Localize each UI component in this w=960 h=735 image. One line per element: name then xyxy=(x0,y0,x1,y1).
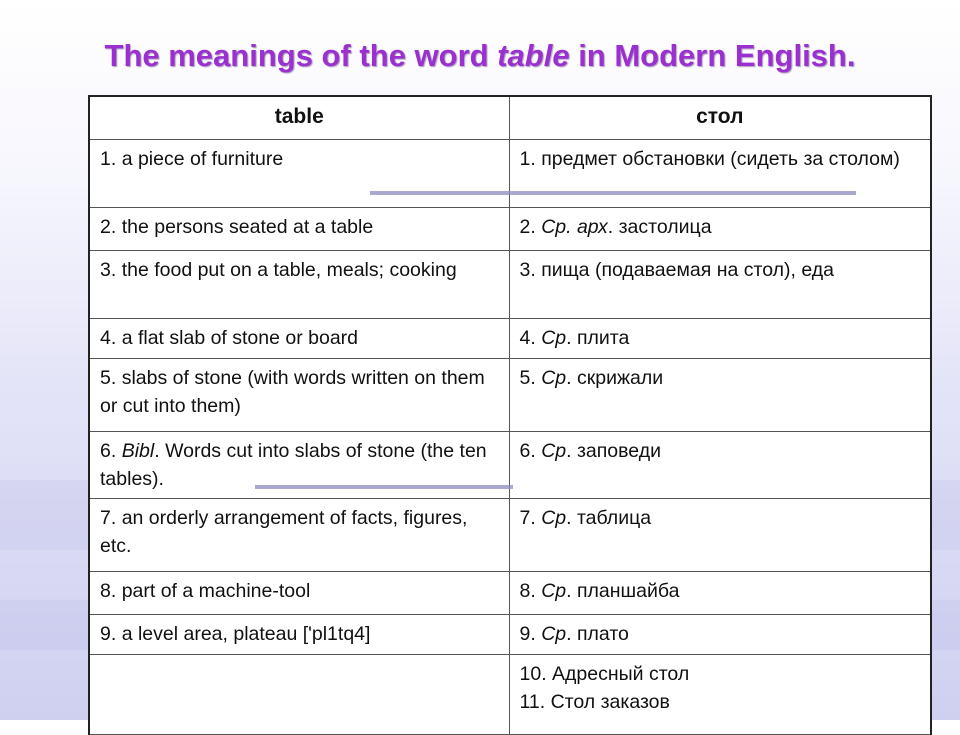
abbreviation: Ср xyxy=(541,327,567,349)
meaning-text: . таблица xyxy=(566,507,652,529)
abbreviation: Ср xyxy=(541,507,567,529)
russian-meaning-cell xyxy=(509,432,931,499)
table-row xyxy=(89,572,931,615)
meaning-number: 7. xyxy=(519,507,542,529)
russian-meaning-cell xyxy=(509,319,931,359)
meaning-text: . Words cut into slabs of stone (the ten tables). xyxy=(100,440,487,490)
meaning-number: 9. xyxy=(519,623,542,645)
meaning-number: 8. xyxy=(519,580,542,602)
header-english: table xyxy=(89,96,509,140)
meaning-text: . slabs of stone (with words written on them or cut into them) xyxy=(100,367,485,417)
table-row xyxy=(89,615,931,655)
abbreviation: Ср xyxy=(541,367,567,389)
meaning-number: 5. xyxy=(519,367,542,389)
title-text-end: in Modern English. xyxy=(569,38,856,73)
title-keyword: table xyxy=(497,38,570,73)
meaning-text: . a piece of furniture xyxy=(110,148,284,170)
decorative-line xyxy=(370,191,856,195)
table-row xyxy=(89,499,931,572)
meaning-number: 6. xyxy=(519,440,542,462)
russian-meaning-cell xyxy=(509,359,931,432)
meaning-number: 5 xyxy=(100,367,111,389)
russian-meaning-cell xyxy=(509,615,931,655)
russian-meaning-cell xyxy=(509,140,931,208)
meaning-text: . планшайба xyxy=(566,580,680,602)
english-meaning-cell xyxy=(89,359,509,432)
title-text-start: The meanings of the word xyxy=(104,38,498,73)
meaning-text: . the food put on a table, meals; cooking xyxy=(110,259,457,281)
abbreviation: Bibl xyxy=(121,440,155,462)
meaning-number: 3. xyxy=(519,259,542,281)
russian-meaning-cell xyxy=(509,251,931,319)
meaning-text: пища (подаваемая на стол), еда xyxy=(541,259,834,281)
meaning-number: 2. xyxy=(519,216,542,238)
table-row xyxy=(89,208,931,251)
meaning-text: . плато xyxy=(566,623,629,645)
meaning-number: 9 xyxy=(100,623,111,645)
english-meaning-cell xyxy=(89,319,509,359)
russian-meaning-cell xyxy=(509,572,931,615)
meaning-text: . part of a machine-tool xyxy=(110,580,311,602)
meaning-line: 10. Адресный стол xyxy=(519,663,690,685)
abbreviation: Ср. арх xyxy=(541,216,608,238)
english-meaning-cell xyxy=(89,251,509,319)
english-meaning-cell-empty xyxy=(89,655,509,735)
russian-meaning-cell xyxy=(509,208,931,251)
meaning-text: . a flat slab of stone or board xyxy=(110,327,359,349)
slide-title xyxy=(0,38,960,74)
meaning-text: . заповеди xyxy=(566,440,661,462)
meaning-text: . скрижали xyxy=(566,367,664,389)
table-header-row xyxy=(89,96,931,140)
meaning-text: . an orderly arrangement of facts, figures, etc. xyxy=(100,507,468,557)
abbreviation: Ср xyxy=(541,580,567,602)
meaning-number: 3 xyxy=(100,259,111,281)
abbreviation: Ср xyxy=(541,440,567,462)
meaning-text: . застолица xyxy=(607,216,712,238)
english-meaning-cell xyxy=(89,140,509,208)
meaning-number: 2 xyxy=(100,216,111,238)
meaning-number: 6 xyxy=(100,440,111,462)
english-meaning-cell xyxy=(89,499,509,572)
russian-meaning-cell xyxy=(509,499,931,572)
russian-meaning-cell xyxy=(509,655,931,735)
table-row xyxy=(89,140,931,208)
meaning-number: 4 xyxy=(100,327,111,349)
meaning-text: . the persons seated at a table xyxy=(110,216,374,238)
meaning-text: . плита xyxy=(566,327,630,349)
english-meaning-cell xyxy=(89,208,509,251)
decorative-line xyxy=(255,485,513,489)
english-meaning-cell xyxy=(89,572,509,615)
english-meaning-cell xyxy=(89,615,509,655)
meaning-text: . a level area, plateau ['pl1tq4] xyxy=(110,623,371,645)
meaning-number: 8 xyxy=(100,580,111,602)
meaning-line: 11. Стол заказов xyxy=(519,691,670,713)
header-russian: стол xyxy=(509,96,931,140)
meaning-number: 1 xyxy=(100,148,111,170)
table-row xyxy=(89,251,931,319)
abbreviation: Ср xyxy=(541,623,567,645)
meaning-text: предмет обстановки (сидеть за столом) xyxy=(541,148,900,170)
meaning-number: 7 xyxy=(100,507,111,529)
english-meaning-cell: 6. Bibl. Words cut into slabs of stone (the ten tables). xyxy=(89,432,509,499)
meaning-number: 1. xyxy=(519,148,542,170)
table-row xyxy=(89,359,931,432)
table-row xyxy=(89,655,931,735)
table-row xyxy=(89,319,931,359)
meaning-number: 4. xyxy=(519,327,542,349)
